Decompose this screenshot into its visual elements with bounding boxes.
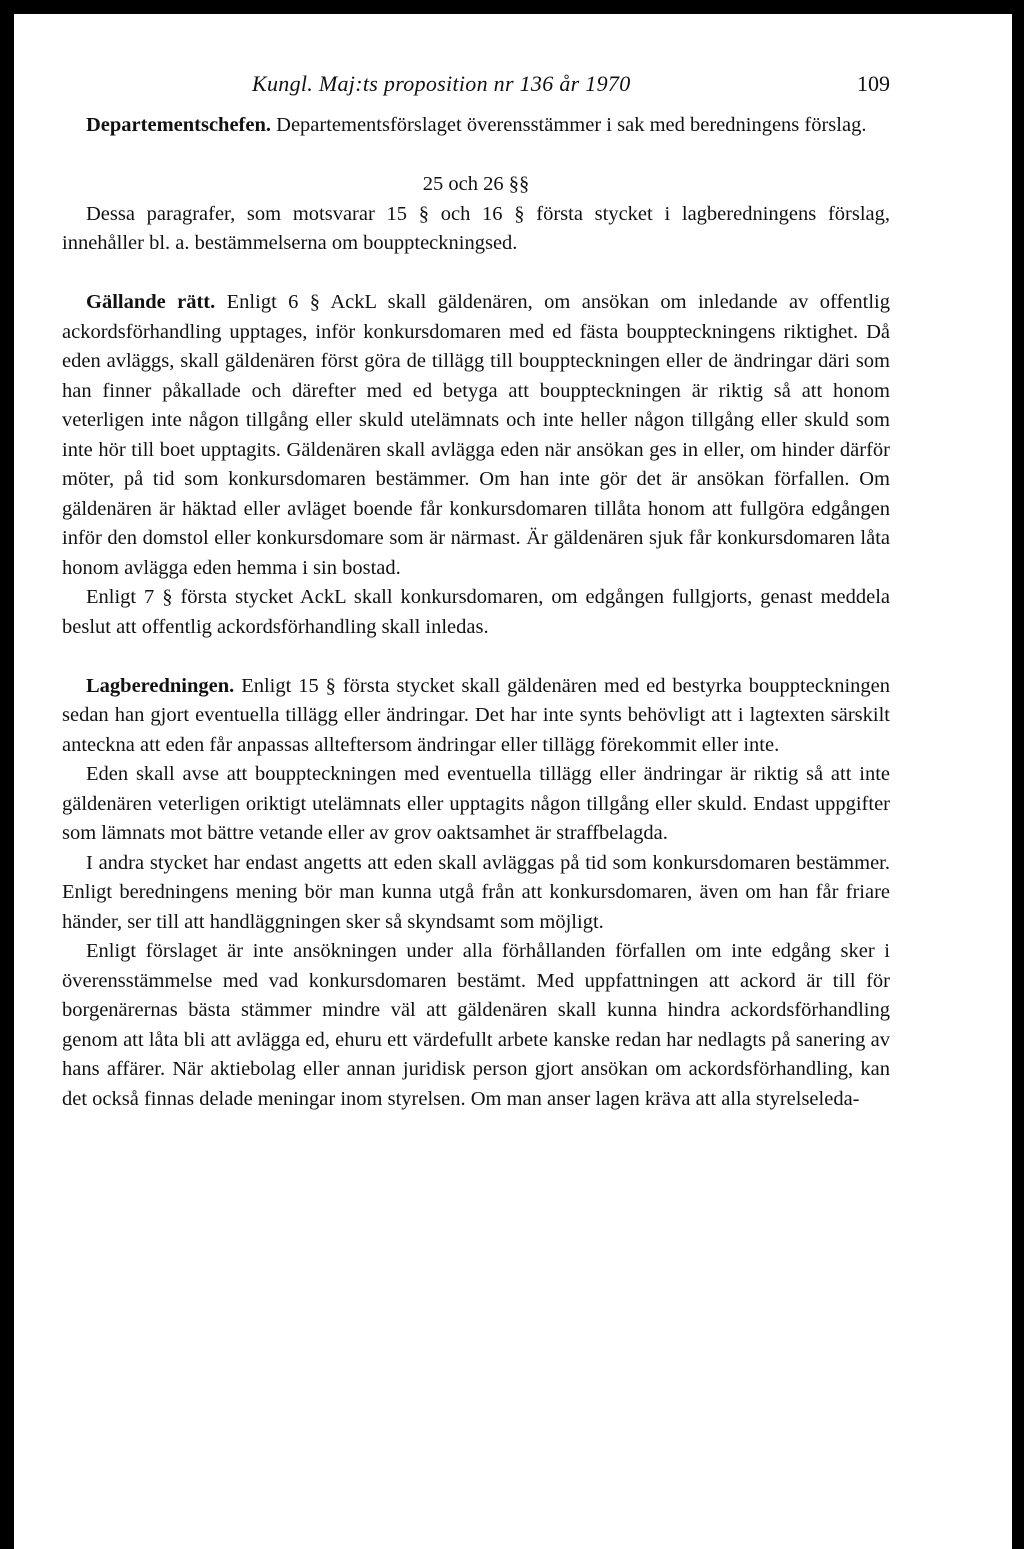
paragraph-lead: Gällande rätt.: [86, 291, 216, 313]
paragraph-lead: Lagberedningen.: [86, 674, 235, 697]
paragraph-enligt-forslaget: Enligt förslaget är inte ansökningen under alla förhållanden förfallen om inte edgång sker i överensstämmelse med vad konkursdomaren bestämt. Med uppfattningen att ackord är till för borgenärernas bästa stämmer mindre väl att gäldenären skall kunna hindra ackordsförhandling genom att låta bli att avlägga ed, ehuru ett värdefullt arbete kanske redan har nedlagts på sanering av hans affärer. När aktiebolag eller annan juridisk person gjort ansökan om ackordsförhandling, kan det också finnas delade meningar inom styrelsen. Om man anser lagen kräva att alla styrelseleda-: [62, 940, 890, 1110]
paragraph-gallande-ratt: [62, 288, 890, 583]
paragraph-departementschefen: [62, 111, 890, 141]
paragraph-enligt-7: Enligt 7 § första stycket AckL skall konkursdomaren, om edgången fullgjorts, genast meddela beslut att offentlig ackordsförhandling skall inledas.: [62, 586, 890, 638]
body-text: [62, 111, 890, 1114]
page-header: [64, 71, 890, 101]
running-head: Kungl. Maj:ts proposition nr 136 år 1970: [252, 71, 631, 96]
paragraph-dessa-paragrafer: Dessa paragrafer, som motsvarar 15 § och 16 § första stycket i lagberedningens förslag, innehåller bl. a. bestämmelserna om bouppteckningsed.: [62, 202, 890, 254]
paragraph-eden-skall: Eden skall avse att bouppteckningen med eventuella tillägg eller ändringar är riktig så att inte gäldenären veterligen oriktigt utelämnats eller upptagits någon tillgång eller skuld. Endast uppgifter som lämnats mot bättre vetande eller av grov oaktsamhet är straffbelagda.: [62, 763, 890, 844]
paragraph-text: Departementsförslaget överensstämmer i sak med beredningens förslag.: [271, 114, 867, 136]
page-number: 109: [857, 71, 890, 96]
paragraph-lead: Departementschefen.: [86, 114, 272, 136]
section-heading: 25 och 26 §§: [422, 173, 530, 195]
paragraph-text: Enligt 6 § AckL skall gäldenären, om ansökan om inledande av offentlig ackordsförhandling upptages, inför konkursdomaren med ed fästa bouppteckningens riktighet. Då eden avläggs, skall gäldenären först göra de tillägg till bouppteckningen eller de ändringar däri som han finner påkallade och därefter med ed betyga att bouppteckningen är riktig så att honom veterligen inte någon tillgång eller skuld utelämnats och inte heller någon tillgång eller skuld som inte hör till boet upptagits. Gäldenären skall avlägga eden när ansökan ges in eller, om hinder därför möter, på tid som konkursdomaren bestämmer. Om han inte gör det är ansökan förfallen. Om gäldenären är häktad eller avläget boende får konkursdomaren tillåta honom att fullgöra edgången inför den domstol eller konkursdomare som är närmast. Är gäldenären sjuk får konkursdomaren låta honom avlägga eden hemma i sin bostad.: [62, 291, 890, 579]
paragraph-andra-stycket: I andra stycket har endast angetts att eden skall avläggas på tid som konkursdomaren bestämmer. Enligt beredningens mening bör man kunna utgå från att konkursdomaren, även om han får friare händer, ser till att handläggningen sker så skyndsamt som möjligt.: [62, 851, 890, 933]
paragraph-lagberedningen: [62, 672, 890, 761]
document-page: [14, 14, 1012, 1549]
paragraph-text: Enligt 15 § första stycket skall gäldenären med ed bestyrka bouppteckningen sedan han gjort eventuella tillägg eller ändringar. Det har inte synts behövligt att i lagtexten särskilt anteckna att eden får anpassas allteftersom ändringar eller tillägg förekommit eller inte.: [62, 674, 890, 756]
